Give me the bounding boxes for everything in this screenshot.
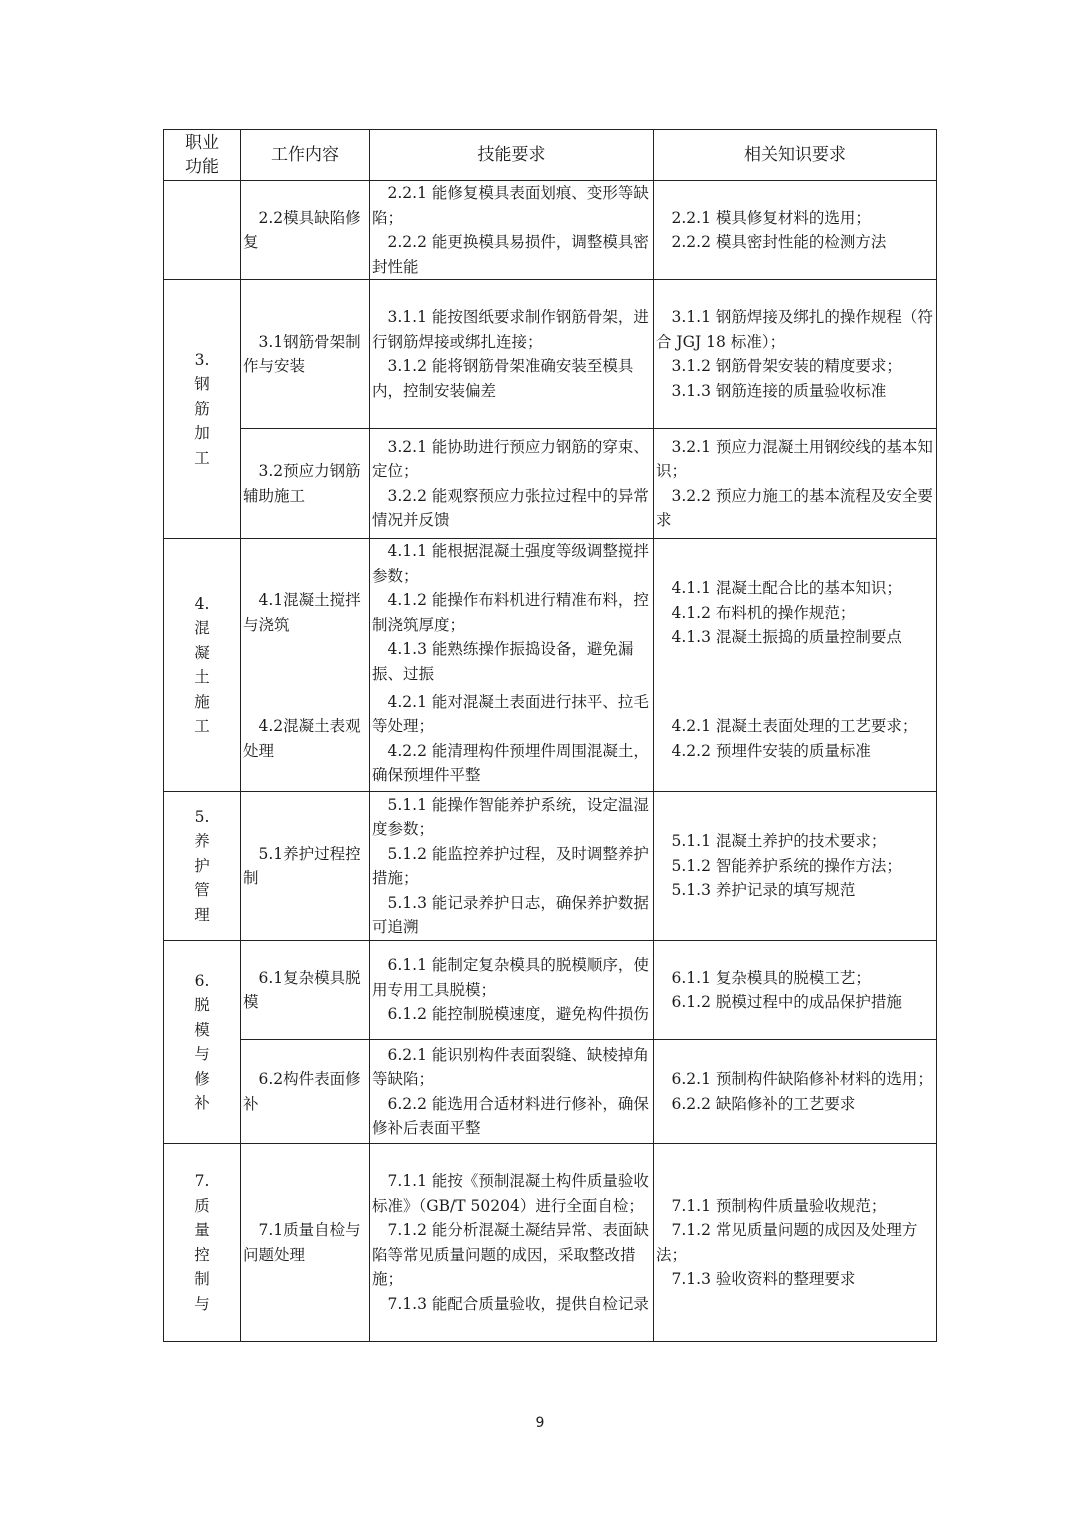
skill-cell: 6.2.1 能识别构件表面裂缝、缺棱掉角等缺陷； 6.2.2 能选用合适材料进行修补，确保修补后表面平整 xyxy=(370,1040,654,1144)
knowledge-cell: 6.2.1 预制构件缺陷修补材料的选用； 6.2.2 缺陷修补的工艺要求 xyxy=(654,1040,937,1144)
table-row xyxy=(164,181,937,280)
knowledge-cell: 4.1.1 混凝土配合比的基本知识； 4.1.2 布料机的操作规范； 4.1.3 混凝土振捣的质量控制要点 xyxy=(654,539,937,687)
page-number: 9 xyxy=(535,1415,545,1431)
knowledge-cell: 2.2.1 模具修复材料的选用； 2.2.2 模具密封性能的检测方法 xyxy=(654,181,937,280)
function-cell-continued xyxy=(164,181,241,280)
header-occupational-function: 职业 功能 xyxy=(164,130,241,181)
table-row xyxy=(164,687,937,792)
header-work-content: 工作内容 xyxy=(241,130,370,181)
knowledge-cell: 4.2.1 混凝土表面处理的工艺要求； 4.2.2 预埋件安装的质量标准 xyxy=(654,687,937,792)
function-cell-rebar-processing: 3. 钢 筋 加 工 xyxy=(164,280,241,539)
skill-cell: 2.2.1 能修复模具表面划痕、变形等缺陷； 2.2.2 能更换模具易损件，调整模具密封性能 xyxy=(370,181,654,280)
work-content-cell: 6.1复杂模具脱模 xyxy=(241,941,370,1040)
knowledge-cell: 7.1.1 预制构件质量验收规范； 7.1.2 常见质量问题的成因及处理方法； 7.1.3 验收资料的整理要求 xyxy=(654,1144,937,1342)
table-row xyxy=(164,792,937,941)
table-header-row xyxy=(164,130,937,181)
work-content-cell: 3.2预应力钢筋辅助施工 xyxy=(241,429,370,539)
work-content-cell: 6.2构件表面修补 xyxy=(241,1040,370,1144)
table-row xyxy=(164,539,937,687)
table-row xyxy=(164,280,937,429)
table-row xyxy=(164,1040,937,1144)
skill-cell: 7.1.1 能按《预制混凝土构件质量验收标准》（GB/T 50204）进行全面自检； 7.1.2 能分析混凝土凝结异常、表面缺陷等常见质量问题的成因，采取整改措施； 7.1.3 能配合质量验收，提供自检记录 xyxy=(370,1144,654,1342)
function-cell-demolding-repair: 6. 脱 模 与 修 补 xyxy=(164,941,241,1144)
header-skill-requirements: 技能要求 xyxy=(370,130,654,181)
skill-standard-table xyxy=(163,129,937,1342)
header-knowledge-requirements: 相关知识要求 xyxy=(654,130,937,181)
work-content-cell: 5.1养护过程控制 xyxy=(241,792,370,941)
work-content-cell: 3.1钢筋骨架制作与安装 xyxy=(241,280,370,429)
skill-cell: 3.1.1 能按图纸要求制作钢筋骨架，进行钢筋焊接或绑扎连接； 3.1.2 能将钢筋骨架准确安装至模具内，控制安装偏差 xyxy=(370,280,654,429)
function-cell-concrete-construction: 4. 混 凝 土 施 工 xyxy=(164,539,241,792)
function-cell-quality-control: 7. 质 量 控 制 与 xyxy=(164,1144,241,1342)
work-content-cell: 7.1质量自检与问题处理 xyxy=(241,1144,370,1342)
work-content-cell: 4.2混凝土表观处理 xyxy=(241,687,370,792)
knowledge-cell: 5.1.1 混凝土养护的技术要求； 5.1.2 智能养护系统的操作方法； 5.1.3 养护记录的填写规范 xyxy=(654,792,937,941)
table-row xyxy=(164,429,937,539)
table-row xyxy=(164,941,937,1040)
knowledge-cell: 3.1.1 钢筋焊接及绑扎的操作规程（符合 JGJ 18 标准）； 3.1.2 钢筋骨架安装的精度要求； 3.1.3 钢筋连接的质量验收标准 xyxy=(654,280,937,429)
skill-cell: 5.1.1 能操作智能养护系统，设定温湿度参数； 5.1.2 能监控养护过程，及时调整养护措施； 5.1.3 能记录养护日志，确保养护数据可追溯 xyxy=(370,792,654,941)
knowledge-cell: 6.1.1 复杂模具的脱模工艺； 6.1.2 脱模过程中的成品保护措施 xyxy=(654,941,937,1040)
skill-cell: 6.1.1 能制定复杂模具的脱模顺序，使用专用工具脱模； 6.1.2 能控制脱模速度，避免构件损伤 xyxy=(370,941,654,1040)
knowledge-cell: 3.2.1 预应力混凝土用钢绞线的基本知识； 3.2.2 预应力施工的基本流程及安全要求 xyxy=(654,429,937,539)
function-cell-curing-management: 5. 养 护 管 理 xyxy=(164,792,241,941)
work-content-cell: 4.1混凝土搅拌与浇筑 xyxy=(241,539,370,687)
table-row xyxy=(164,1144,937,1342)
skill-cell: 3.2.1 能协助进行预应力钢筋的穿束、定位； 3.2.2 能观察预应力张拉过程中的异常情况并反馈 xyxy=(370,429,654,539)
skill-cell: 4.2.1 能对混凝土表面进行抹平、拉毛等处理； 4.2.2 能清理构件预埋件周围混凝土，确保预埋件平整 xyxy=(370,687,654,792)
work-content-cell: 2.2模具缺陷修复 xyxy=(241,181,370,280)
skill-cell: 4.1.1 能根据混凝土强度等级调整搅拌参数； 4.1.2 能操作布料机进行精准布料，控制浇筑厚度； 4.1.3 能熟练操作振捣设备，避免漏振、过振 xyxy=(370,539,654,687)
